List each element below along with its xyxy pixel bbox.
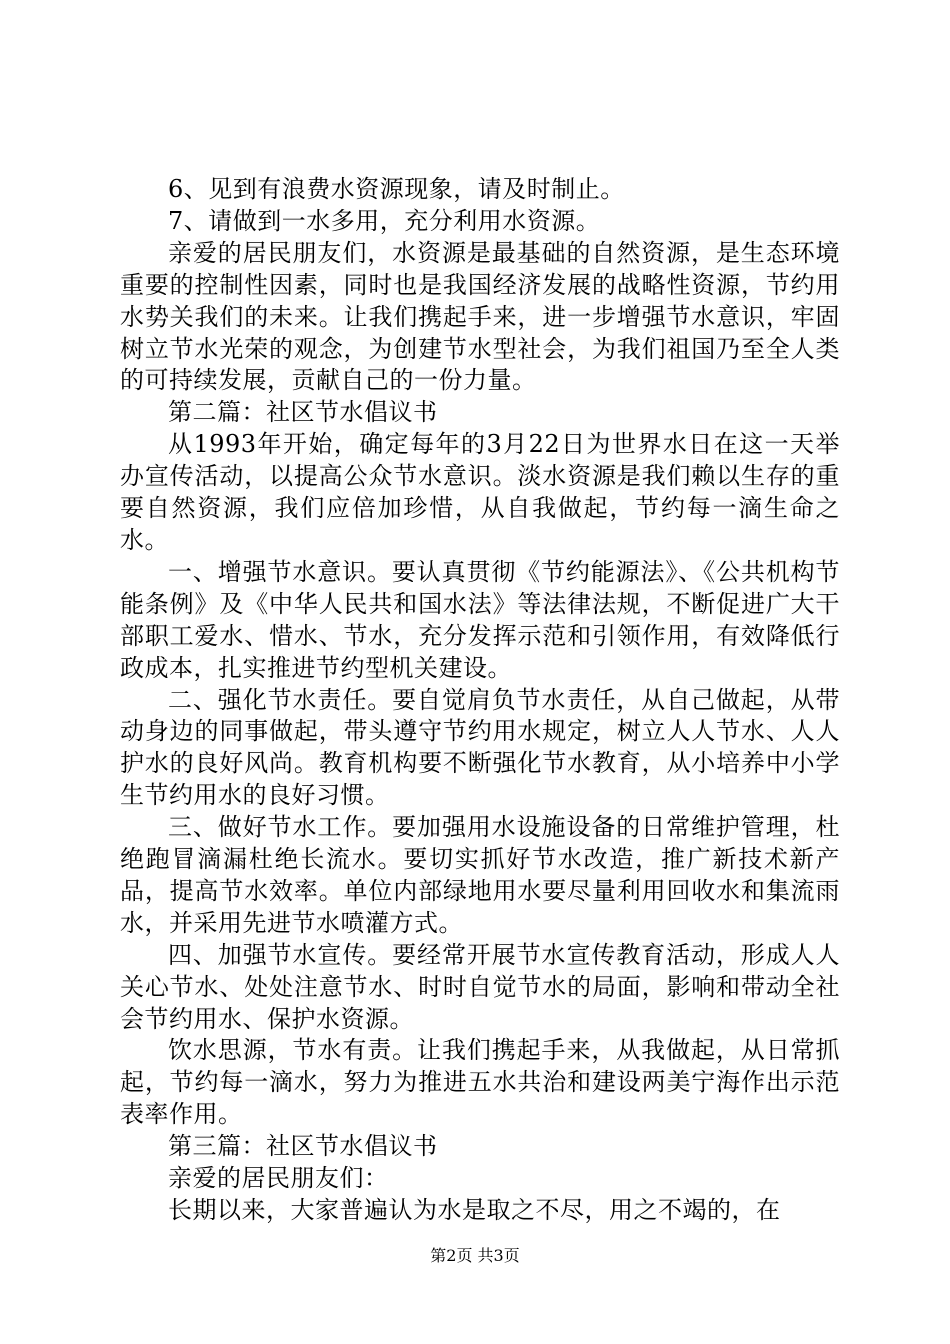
paragraph-point-2: 二、强化节水责任。要自觉肩负节水责任，从自己做起，从带动身边的同事做起，带头遵守节约用水规定，树立人人节水、人人护水的良好风尚。教育机构要不断强化节水教育，从小培养中小学生节约用水的良好习惯。 <box>120 685 840 810</box>
paragraph-conclusion: 饮水思源，节水有责。让我们携起手来，从我做起，从日常抓起，节约每一滴水，努力为推进五水共治和建设两美宁海作出示范表率作用。 <box>120 1036 840 1129</box>
paragraph-item-6: 6、见到有浪费水资源现象，请及时制止。 <box>168 175 625 203</box>
page-number: 第2页 共3页 <box>430 1246 520 1265</box>
paragraph-part-3-opening: 长期以来，大家普遍认为水是取之不尽，用之不竭的，在 <box>168 1196 781 1224</box>
paragraph-closing-appeal: 亲爱的居民朋友们，水资源是最基础的自然资源，是生态环境重要的控制性因素，同时也是我国经济发展的战略性资源，节约用水势关我们的未来。让我们携起手来，进一步增强节水意识，牢固树立节水光荣的观念，为创建节水型社会，为我们祖国乃至全人类的可持续发展，贡献自己的一份力量。 <box>120 238 840 395</box>
paragraph-salutation: 亲爱的居民朋友们： <box>168 1164 389 1193</box>
paragraph-item-7: 7、请做到一水多用，充分利用水资源。 <box>168 206 601 235</box>
document-body <box>120 174 840 1227</box>
paragraph-point-1: 一、增强节水意识。要认真贯彻《节约能源法》、《公共机构节能条例》及《中华人民共和国水法》等法律法规，不断促进广大干部职工爱水、惜水、节水，充分发挥示范和引领作用，有效降低行政成本，扎实推进节约型机关建设。 <box>120 557 840 682</box>
section-heading-part-2: 第二篇：社区节水倡议书 <box>168 398 438 427</box>
paragraph-point-3: 三、做好节水工作。要加强用水设施设备的日常维护管理，杜绝跑冒滴漏杜绝长流水。要切实抓好节水改造，推广新技术新产品，提高节水效率。单位内部绿地用水要尽量利用回收水和集流雨水，并采用先进节水喷灌方式。 <box>120 813 840 937</box>
section-heading-part-3: 第三篇：社区节水倡议书 <box>168 1132 438 1161</box>
paragraph-point-4: 四、加强节水宣传。要经常开展节水宣传教育活动，形成人人关心节水、处处注意节水、时时自觉节水的局面，影响和带动全社会节约用水、保护水资源。 <box>120 940 840 1033</box>
paragraph-world-water-day: 从1993年开始，确定每年的3月22日为世界水日在这一天举办宣传活动，以提高公众节水意识。淡水资源是我们赖以生存的重要自然资源，我们应倍加珍惜，从自我做起，节约每一滴生命之水。 <box>120 430 840 554</box>
